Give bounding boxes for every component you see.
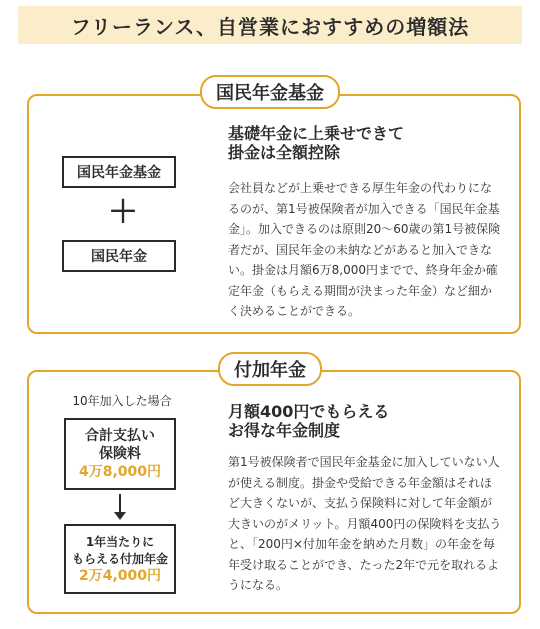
section-label-fuka: 付加年金 [218,352,322,386]
total-line2: 保険料 [99,446,141,462]
section-label-kikin: 国民年金基金 [200,75,340,109]
plus-icon: ＋ [108,195,138,230]
nenkin-box: 国民年金 [62,240,176,272]
page-title: フリーランス、自営業におすすめの増額法 [18,6,522,44]
section2-heading-line2: お得な年金制度 [228,421,341,440]
yearly-line2: もらえる付加年金 [71,551,168,566]
case-label: 10年加入した場合 [72,394,172,408]
total-line1: 合計支払い [85,428,155,444]
section1-heading [228,124,498,162]
section2-heading-line1: 月額400円でもらえる [228,402,390,421]
section1-body: 会社員などが上乗せできる厚生年金の代わりになるのが、第1号被保険者が加入できる「国民年金基金」。加入できるのは原則20〜60歳の第1号被保険者だが、国民年金の未納などがあると加入できない。掛金は月額6万8,000円までで、終身年金か確定年金（もらえる期間が決まった年金）など細かく決めることができる。 [228,181,501,318]
section1-heading-line1: 基礎年金に上乗せできて [228,124,405,143]
total-amount: 4万8,000円 [78,464,162,480]
section1-heading-line2: 掛金は全額控除 [228,143,341,162]
section2-body: 第1号被保険者で国民年金基金に加入していない人が使える制度。掛金や受給できる年金額はそれほど大きくないが、支払う保険料に対して年金額が大きいのがメリット。月額400円の保険料を支払うと、「200円×付加年金を納めた月数」の年金を毎年受け取ることができ、たった2年で元を取れるようになる。 [228,455,502,592]
total-premium-box [64,418,176,490]
arrow-head-icon [114,512,126,520]
yearly-pension-box [64,524,176,594]
kikin-box: 国民年金基金 [62,156,176,188]
section2-heading [228,402,498,440]
arrow-down-icon [119,494,121,514]
yearly-line1: 1年当たりに [85,534,155,549]
yearly-amount: 2万4,000円 [78,567,162,584]
